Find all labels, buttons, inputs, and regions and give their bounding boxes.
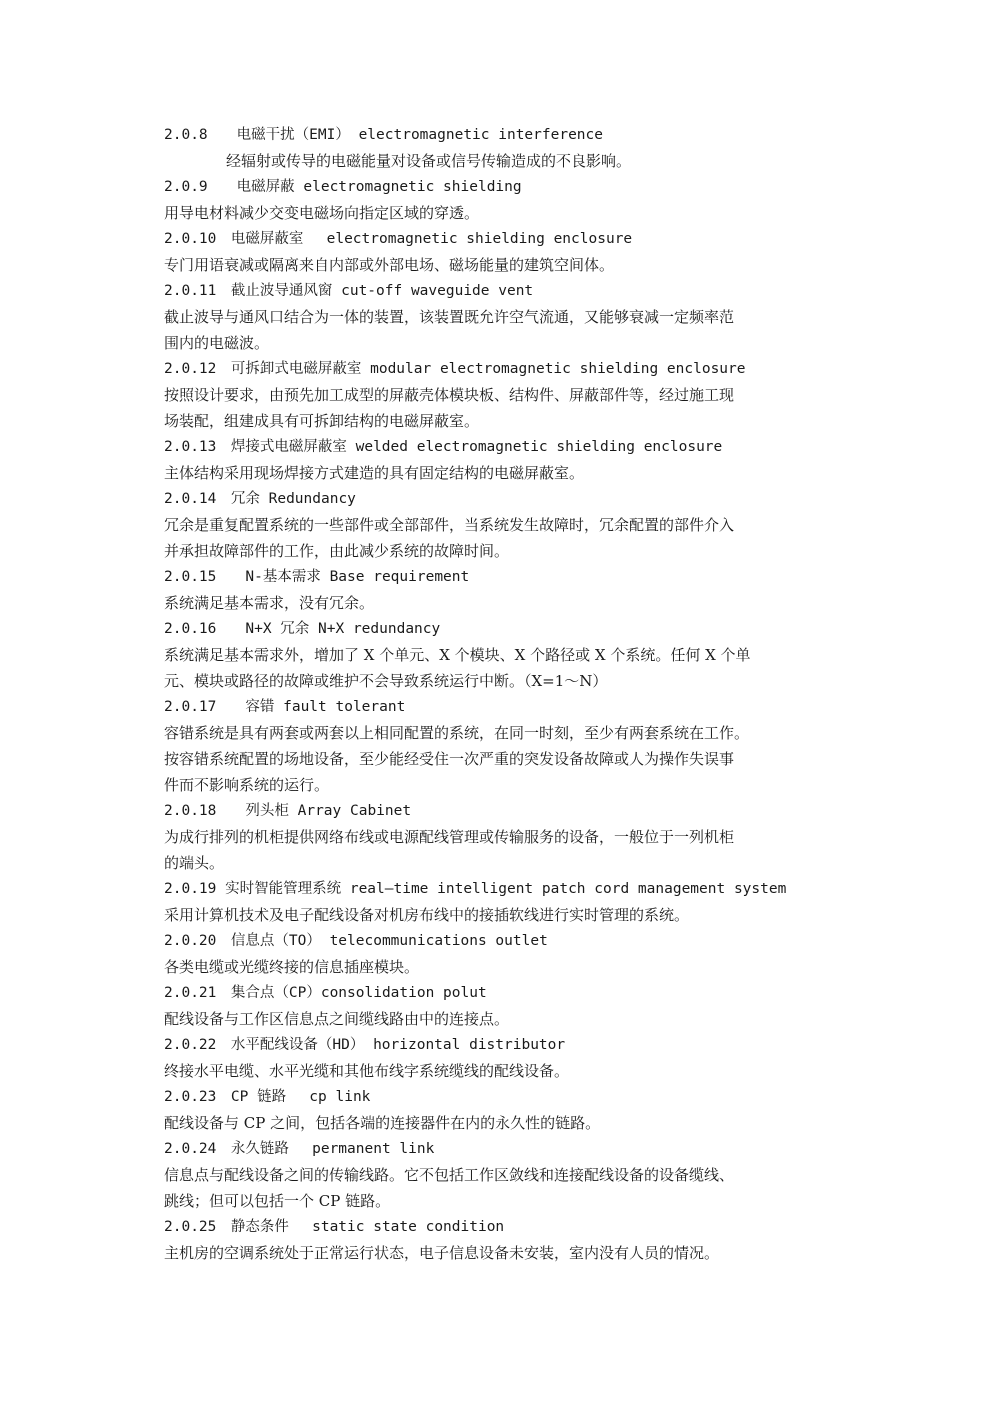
term-heading: 2.0.9 电磁屏蔽 electromagnetic shielding bbox=[164, 179, 522, 195]
definition-line: 专门用语衰减或隔离来自内部或外部电场、磁场能量的建筑空间体。 bbox=[164, 256, 615, 274]
term-heading: 2.0.13 焊接式电磁屏蔽室 welded electromagnetic shielding enclosure bbox=[164, 439, 723, 455]
term-heading: 2.0.20 信息点（TO） telecommunications outlet bbox=[164, 933, 548, 949]
term-heading: 2.0.14 冗余 Redundancy bbox=[164, 491, 356, 507]
definition-line: 并承担故障部件的工作，由此减少系统的故障时间。 bbox=[164, 542, 510, 560]
term-heading: 2.0.25 静态条件 static state condition bbox=[164, 1219, 505, 1235]
term-heading: 2.0.22 水平配线设备（HD） horizontal distributor bbox=[164, 1037, 566, 1053]
definition-line: 配线设备与 CP 之间，包括各端的连接器件在内的永久性的链路。 bbox=[164, 1114, 601, 1132]
definition-line: 元、模块或路径的故障或维护不会导致系统运行中断。（X=1～N） bbox=[164, 672, 608, 690]
definition-line: 冗余是重复配置系统的一些部件或全部部件，当系统发生故障时，冗余配置的部件介入 bbox=[164, 516, 735, 534]
definition-line: 按照设计要求，由预先加工成型的屏蔽壳体模块板、结构件、屏蔽部件等，经过施工现 bbox=[164, 386, 735, 404]
definition-line: 容错系统是具有两套或两套以上相同配置的系统，在同一时刻，至少有两套系统在工作。 bbox=[164, 724, 750, 742]
definition-line: 用导电材料减少交变电磁场向指定区域的穿透。 bbox=[164, 204, 480, 222]
term-heading: 2.0.12 可拆卸式电磁屏蔽室 modular electromagnetic shielding enclosure bbox=[164, 361, 746, 377]
term-heading: 2.0.21 集合点（CP）consolidation polut bbox=[164, 985, 487, 1001]
definition-line: 采用计算机技术及电子配线设备对机房布线中的接插软线进行实时管理的系统。 bbox=[164, 906, 690, 924]
definition-line: 跳线；但可以包括一个 CP 链路。 bbox=[164, 1192, 391, 1210]
definition-line: 场装配，组建成具有可拆卸结构的电磁屏蔽室。 bbox=[164, 412, 480, 430]
definition-line: 截止波导与通风口结合为一体的装置，该装置既允许空气流通，又能够衰减一定频率范 bbox=[164, 308, 735, 326]
term-heading: 2.0.16 N+X 冗余 N+X redundancy bbox=[164, 621, 441, 637]
term-heading: 2.0.17 容错 fault tolerant bbox=[164, 699, 406, 715]
term-heading: 2.0.15 N-基本需求 Base requirement bbox=[164, 569, 470, 585]
term-heading: 2.0.10 电磁屏蔽室 electromagnetic shielding enclosure bbox=[164, 231, 633, 247]
term-heading: 2.0.8 电磁干扰（EMI） electromagnetic interference bbox=[164, 127, 603, 143]
term-heading: 2.0.24 永久链路 permanent link bbox=[164, 1141, 435, 1157]
definition-line: 系统满足基本需求外，增加了 X 个单元、X 个模块、X 个路径或 X 个系统。任何 X 个单 bbox=[164, 646, 751, 664]
definition-line: 主机房的空调系统处于正常运行状态，电子信息设备未安装，室内没有人员的情况。 bbox=[164, 1244, 720, 1262]
definition-line: 件而不影响系统的运行。 bbox=[164, 776, 330, 794]
definition-line: 按容错系统配置的场地设备，至少能经受住一次严重的突发设备故障或人为操作失误事 bbox=[164, 750, 735, 768]
term-heading: 2.0.19 实时智能管理系统 real—time intelligent patch cord management system bbox=[164, 881, 787, 897]
definition-line: 围内的电磁波。 bbox=[164, 334, 270, 352]
term-heading: 2.0.18 列头柜 Array Cabinet bbox=[164, 803, 412, 819]
definition-line: 的端头。 bbox=[164, 854, 225, 872]
definition-line: 系统满足基本需求，没有冗余。 bbox=[164, 594, 375, 612]
definition-line: 主体结构采用现场焊接方式建造的具有固定结构的电磁屏蔽室。 bbox=[164, 464, 585, 482]
term-heading: 2.0.11 截止波导通风窗 cut-off waveguide vent bbox=[164, 283, 534, 299]
definition-line: 经辐射或传导的电磁能量对设备或信号传输造成的不良影响。 bbox=[226, 152, 632, 170]
definition-line: 为成行排列的机柜提供网络布线或电源配线管理或传输服务的设备，一般位于一列机柜 bbox=[164, 828, 735, 846]
definition-line: 终接水平电缆、水平光缆和其他布线字系统缆线的配线设备。 bbox=[164, 1062, 570, 1080]
definition-line: 信息点与配线设备之间的传输线路。它不包括工作区敛线和连接配线设备的设备缆线、 bbox=[164, 1166, 735, 1184]
term-heading: 2.0.23 CP 链路 cp link bbox=[164, 1089, 371, 1105]
document-page bbox=[164, 122, 844, 1266]
definition-line: 各类电缆或光缆终接的信息插座模块。 bbox=[164, 958, 420, 976]
definition-line: 配线设备与工作区信息点之间缆线路由中的连接点。 bbox=[164, 1010, 510, 1028]
